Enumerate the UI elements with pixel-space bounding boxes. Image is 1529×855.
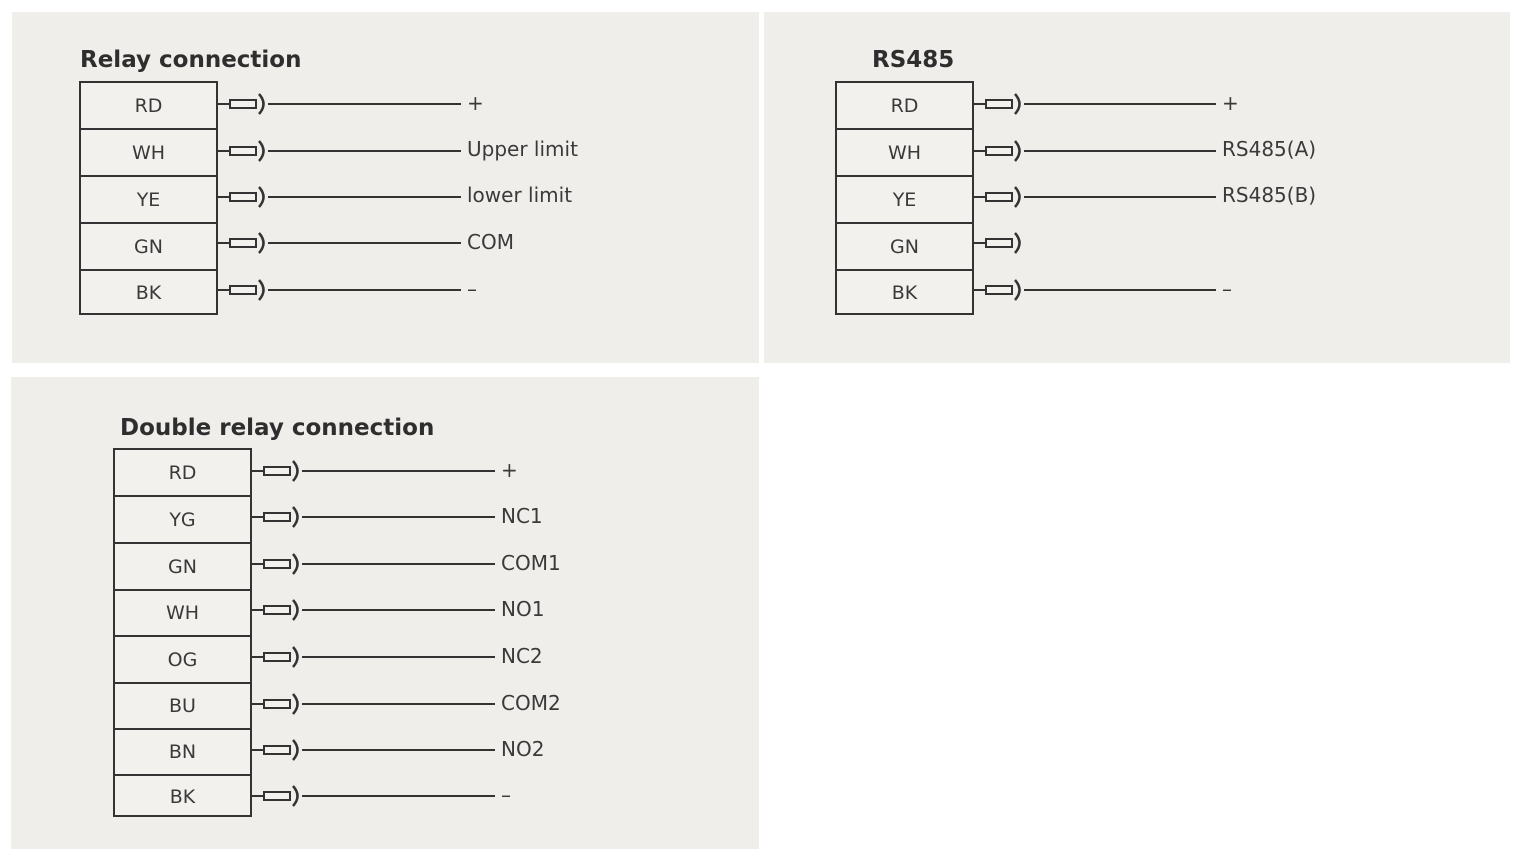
- wire-label-com1: COM1: [501, 551, 561, 575]
- wire-label-minus: –: [467, 277, 477, 301]
- wire-rd: [252, 461, 495, 481]
- plug-icon: [264, 653, 290, 661]
- socket-icon: [293, 554, 298, 574]
- wire-label-plus: +: [467, 91, 484, 115]
- wire-rd: [974, 94, 1216, 114]
- plug-icon: [264, 700, 290, 708]
- socket-icon: [259, 141, 264, 161]
- wire-bk: [974, 280, 1216, 300]
- wire-label-upper-limit: Upper limit: [467, 137, 578, 161]
- terminal-wh: WH: [81, 130, 216, 177]
- wire-label-com2: COM2: [501, 691, 561, 715]
- plug-icon: [986, 100, 1012, 108]
- wire-label-lower-limit: lower limit: [467, 183, 573, 207]
- terminal-bn: BN: [115, 730, 250, 776]
- plug-icon: [230, 100, 256, 108]
- terminal-rd: RD: [837, 83, 972, 130]
- double-relay-wires: [11, 377, 759, 849]
- wire-yg: [252, 507, 495, 527]
- terminal-rd: RD: [81, 83, 216, 130]
- terminal-bk: BK: [891, 282, 918, 304]
- wire-label-no2: NO2: [501, 737, 545, 761]
- plug-icon: [230, 286, 256, 294]
- rs485-panel: [764, 12, 1510, 363]
- relay-connection-panel: [12, 12, 759, 363]
- plug-icon: [230, 193, 256, 201]
- terminal-gn: GN: [81, 224, 216, 271]
- plug-icon: [264, 792, 290, 800]
- wire-bu: [252, 694, 495, 714]
- plug-icon: [264, 513, 290, 521]
- socket-icon: [1015, 233, 1020, 253]
- socket-icon: [293, 786, 298, 806]
- wire-wh: [252, 600, 495, 620]
- plug-icon: [986, 193, 1012, 201]
- wire-label-minus: –: [501, 783, 511, 807]
- socket-icon: [259, 280, 264, 300]
- wire-label-plus: +: [501, 458, 518, 482]
- plug-icon: [986, 239, 1012, 247]
- wire-gn: [974, 233, 1020, 253]
- wire-ye: [974, 187, 1216, 207]
- terminal-rd: RD: [115, 450, 250, 497]
- wire-label-minus: –: [1222, 277, 1232, 301]
- relay-wires: [12, 12, 759, 363]
- socket-icon: [293, 600, 298, 620]
- socket-icon: [259, 94, 264, 114]
- wire-label-rs485-a: RS485(A): [1222, 137, 1317, 161]
- relay-connection-title: Relay connection: [80, 47, 302, 73]
- plug-icon: [230, 239, 256, 247]
- wire-rd: [218, 94, 461, 114]
- double-relay-connection-title: Double relay connection: [120, 415, 435, 441]
- rs485-wires: [764, 12, 1510, 363]
- plug-icon: [264, 746, 290, 754]
- socket-icon: [293, 507, 298, 527]
- terminal-og: OG: [115, 637, 250, 684]
- wire-wh: [218, 141, 461, 161]
- plug-icon: [264, 467, 290, 475]
- terminal-ye: YE: [81, 177, 216, 224]
- terminal-bu: BU: [115, 684, 250, 730]
- socket-icon: [1015, 187, 1020, 207]
- socket-icon: [293, 740, 298, 760]
- wire-gn: [218, 233, 461, 253]
- terminal-yg: YG: [115, 497, 250, 544]
- plug-icon: [986, 147, 1012, 155]
- wire-label-nc1: NC1: [501, 504, 543, 528]
- wire-bk: [218, 280, 461, 300]
- wire-label-nc2: NC2: [501, 644, 543, 668]
- socket-icon: [293, 694, 298, 714]
- socket-icon: [1015, 94, 1020, 114]
- plug-icon: [986, 286, 1012, 294]
- wire-wh: [974, 141, 1216, 161]
- terminal-ye: YE: [837, 177, 972, 224]
- wire-gn: [252, 554, 495, 574]
- socket-icon: [293, 461, 298, 481]
- wire-bn: [252, 740, 495, 760]
- terminal-gn: GN: [837, 224, 972, 271]
- double-relay-connection-panel: [11, 377, 759, 849]
- wire-label-com: COM: [467, 230, 514, 254]
- plug-icon: [264, 606, 290, 614]
- wire-label-no1: NO1: [501, 597, 545, 621]
- terminal-bk: BK: [169, 785, 196, 808]
- rs485-title: RS485: [872, 47, 955, 73]
- plug-icon: [230, 147, 256, 155]
- socket-icon: [293, 647, 298, 667]
- wire-ye: [218, 187, 461, 207]
- socket-icon: [1015, 280, 1020, 300]
- socket-icon: [259, 187, 264, 207]
- wire-bk: [252, 786, 495, 806]
- terminal-bk: BK: [135, 282, 162, 304]
- plug-icon: [264, 560, 290, 568]
- terminal-wh: WH: [115, 591, 250, 637]
- socket-icon: [1015, 141, 1020, 161]
- terminal-wh: WH: [837, 130, 972, 177]
- terminal-gn: GN: [115, 544, 250, 591]
- wire-label-rs485-b: RS485(B): [1222, 183, 1317, 207]
- wire-label-plus: +: [1222, 91, 1239, 115]
- wire-og: [252, 647, 495, 667]
- socket-icon: [259, 233, 264, 253]
